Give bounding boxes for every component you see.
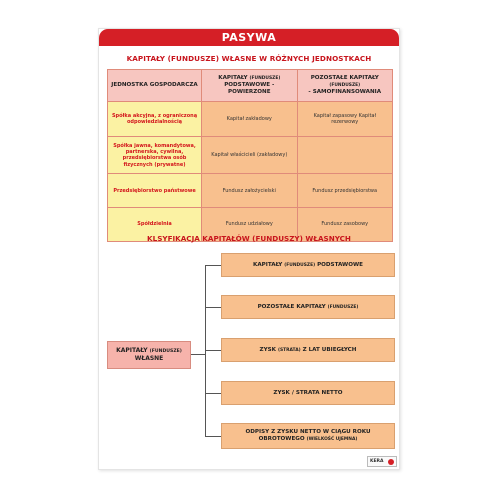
branch-basic-capital — [221, 253, 395, 277]
header-basic-main: KAPITAŁY — [218, 75, 248, 82]
entity-cell: Spółdzielnia — [108, 208, 202, 242]
header-other-capital — [297, 70, 392, 102]
table-row — [108, 174, 393, 208]
poster — [98, 28, 400, 470]
other-capital-text: Kapitał zapasowy Kapitał rezerwowy — [313, 112, 376, 126]
connector-branch-4 — [205, 393, 221, 394]
equity-table — [107, 69, 393, 242]
branch-main: ZYSK — [259, 346, 276, 353]
branch-other-capital — [221, 295, 395, 319]
branch-main: ZYSK / STRATA NETTO — [273, 389, 343, 396]
other-capital-cell — [297, 101, 392, 137]
header-basic-capital — [202, 70, 297, 102]
logo-mark-icon — [388, 459, 394, 465]
connector-branch-1 — [205, 265, 221, 266]
connector-root — [191, 354, 205, 355]
header-basic-rest: PODSTAWOWE - POWIERZONE — [224, 81, 275, 95]
branch-rest: PODSTAWOWE — [317, 261, 363, 268]
publisher-logo — [367, 456, 397, 467]
branch-rest: Z LAT UBIEGŁYCH — [302, 346, 357, 353]
basic-capital-cell: Fundusz udziałowy — [202, 208, 297, 242]
page-title: PASYWA — [99, 29, 399, 46]
branch-line2: OBROTOWEGO — [258, 436, 305, 442]
header-basic-small: (FUNDUSZE) — [249, 76, 281, 82]
root-main: KAPITAŁY — [116, 347, 148, 355]
connector-branch-2 — [205, 307, 221, 308]
connector-branch-5 — [205, 436, 221, 437]
branch-small: (FUNDUSZE) — [327, 304, 359, 310]
branch-small: (WIELKOŚĆ UJEMNA) — [306, 437, 358, 442]
other-capital-cell — [297, 137, 392, 174]
table-row — [108, 137, 393, 174]
other-capital-cell: Fundusz przedsiębiorstwa — [297, 174, 392, 208]
header-other-rest: - SAMOFINANSOWANIA — [308, 88, 382, 95]
branch-small: (STRATA) — [277, 347, 301, 353]
header-entity: JEDNOSTKA GOSPODARCZA — [108, 70, 202, 102]
branch-small: (FUNDUSZE) — [284, 262, 316, 268]
root-rest: WŁASNE — [134, 355, 164, 363]
entity-cell: Spółka akcyjna, z ograniczoną odpowiedzialnością — [108, 101, 202, 137]
branch-main: KAPITAŁY — [253, 261, 283, 268]
basic-capital-cell: Kapitał zakładowy — [202, 101, 297, 137]
branch-main: POZOSTAŁE KAPITAŁY — [257, 303, 326, 310]
header-other-main: POZOSTAŁE KAPITAŁY — [310, 75, 379, 82]
header-other-small: (FUNDUSZE) — [329, 82, 361, 88]
own-capital-root-box — [107, 341, 191, 369]
section2-title: KLSYFIKACJA KAPITAŁÓW (FUNDUSZY) WŁASNYCH — [147, 234, 351, 243]
branch-net-profit-writeoffs — [221, 423, 395, 449]
entity-cell: Spółka jawna, komandytowa, partnerska, cywilna, przedsiębiorstwa osób fizycznych (prywatne) — [108, 137, 202, 174]
entity-cell: Przedsiębiorstwo państwowe — [108, 174, 202, 208]
branch-line1: ODPISY Z ZYSKU NETTO W CIĄGU ROKU — [245, 429, 371, 436]
section1-title: KAPITAŁY (FUNDUSZE) WŁASNE W RÓŻNYCH JEDNOSTKACH — [126, 54, 372, 63]
root-small: (FUNDUSZE) — [149, 349, 182, 355]
branch-retained-earnings — [221, 338, 395, 362]
table-row — [108, 101, 393, 137]
branch-net-profit — [221, 381, 395, 405]
basic-capital-cell: Fundusz założycielski — [202, 174, 297, 208]
connector-branch-3 — [205, 350, 221, 351]
logo-text: KERA — [370, 459, 384, 464]
basic-capital-cell: Kapitał właścicieli (zakładowy) — [202, 137, 297, 174]
other-capital-cell: Fundusz zasobowy — [297, 208, 392, 242]
table-header-row — [108, 70, 393, 102]
